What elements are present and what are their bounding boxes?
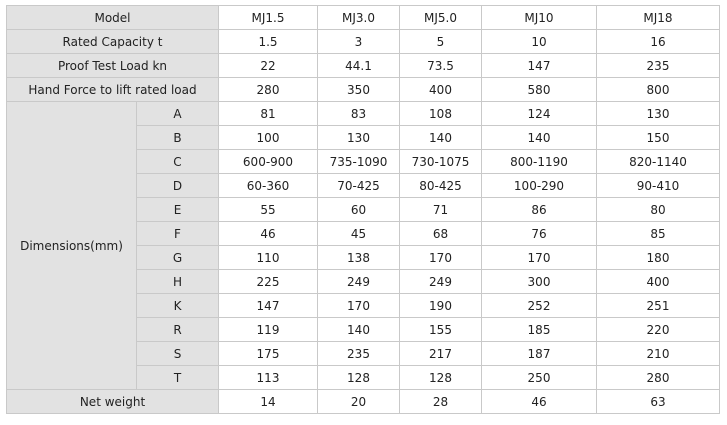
table-cell: 130 [318, 126, 400, 150]
table-cell: 220 [597, 318, 720, 342]
proof-test-load-row [7, 54, 720, 78]
dimension-letter: T [137, 366, 219, 390]
model-name: MJ18 [597, 6, 720, 30]
rated-capacity-row [7, 30, 720, 54]
table-cell: 600-900 [219, 150, 318, 174]
model-name: MJ1.5 [219, 6, 318, 30]
table-cell: 300 [482, 270, 597, 294]
table-cell: 187 [482, 342, 597, 366]
model-name: MJ3.0 [318, 6, 400, 30]
table-cell: 400 [597, 270, 720, 294]
table-cell: 110 [219, 246, 318, 270]
rated-capacity-header: Rated Capacity t [7, 30, 219, 54]
table-cell: 730-1075 [400, 150, 482, 174]
table-cell: 85 [597, 222, 720, 246]
table-cell: 63 [597, 390, 720, 414]
table-cell: 3 [318, 30, 400, 54]
table-cell: 350 [318, 78, 400, 102]
table-cell: 86 [482, 198, 597, 222]
table-cell: 80 [597, 198, 720, 222]
net-weight-header: Net weight [7, 390, 219, 414]
table-cell: 185 [482, 318, 597, 342]
table-cell: 735-1090 [318, 150, 400, 174]
table-cell: 252 [482, 294, 597, 318]
table-cell: 22 [219, 54, 318, 78]
dimension-letter: G [137, 246, 219, 270]
table-cell: 150 [597, 126, 720, 150]
table-cell: 81 [219, 102, 318, 126]
table-cell: 170 [400, 246, 482, 270]
table-cell: 20 [318, 390, 400, 414]
net-weight-row [7, 390, 720, 414]
table-cell: 210 [597, 342, 720, 366]
model-name: MJ5.0 [400, 6, 482, 30]
table-cell: 73.5 [400, 54, 482, 78]
table-cell: 170 [318, 294, 400, 318]
dimension-letter: A [137, 102, 219, 126]
spec-table [6, 5, 720, 414]
table-cell: 251 [597, 294, 720, 318]
hand-force-header: Hand Force to lift rated load [7, 78, 219, 102]
table-cell: 140 [400, 126, 482, 150]
dimension-row-a [7, 102, 720, 126]
table-cell: 235 [597, 54, 720, 78]
table-cell: 108 [400, 102, 482, 126]
table-cell: 46 [482, 390, 597, 414]
dimension-letter: D [137, 174, 219, 198]
table-cell: 44.1 [318, 54, 400, 78]
table-cell: 60-360 [219, 174, 318, 198]
table-cell: 100-290 [482, 174, 597, 198]
table-cell: 55 [219, 198, 318, 222]
table-cell: 70-425 [318, 174, 400, 198]
table-cell: 138 [318, 246, 400, 270]
table-cell: 60 [318, 198, 400, 222]
table-cell: 400 [400, 78, 482, 102]
table-cell: 820-1140 [597, 150, 720, 174]
table-cell: 119 [219, 318, 318, 342]
table-cell: 140 [482, 126, 597, 150]
model-name: MJ10 [482, 6, 597, 30]
table-cell: 170 [482, 246, 597, 270]
table-cell: 28 [400, 390, 482, 414]
dimension-letter: B [137, 126, 219, 150]
table-cell: 217 [400, 342, 482, 366]
proof-test-load-header: Proof Test Load kn [7, 54, 219, 78]
table-cell: 250 [482, 366, 597, 390]
table-cell: 280 [597, 366, 720, 390]
model-row [7, 6, 720, 30]
table-cell: 249 [400, 270, 482, 294]
table-cell: 46 [219, 222, 318, 246]
table-cell: 800 [597, 78, 720, 102]
dimension-letter: F [137, 222, 219, 246]
table-cell: 147 [482, 54, 597, 78]
table-cell: 80-425 [400, 174, 482, 198]
table-cell: 5 [400, 30, 482, 54]
table-cell: 45 [318, 222, 400, 246]
hand-force-row [7, 78, 720, 102]
table-cell: 235 [318, 342, 400, 366]
table-cell: 280 [219, 78, 318, 102]
table-cell: 225 [219, 270, 318, 294]
table-cell: 71 [400, 198, 482, 222]
table-cell: 68 [400, 222, 482, 246]
table-cell: 140 [318, 318, 400, 342]
table-cell: 1.5 [219, 30, 318, 54]
table-cell: 83 [318, 102, 400, 126]
table-cell: 190 [400, 294, 482, 318]
table-cell: 14 [219, 390, 318, 414]
dimension-letter: S [137, 342, 219, 366]
dimensions-header: Dimensions(mm) [7, 102, 137, 390]
dimension-letter: C [137, 150, 219, 174]
table-cell: 124 [482, 102, 597, 126]
table-cell: 76 [482, 222, 597, 246]
dimension-letter: H [137, 270, 219, 294]
table-cell: 800-1190 [482, 150, 597, 174]
dimension-letter: E [137, 198, 219, 222]
table-cell: 580 [482, 78, 597, 102]
table-cell: 155 [400, 318, 482, 342]
table-cell: 16 [597, 30, 720, 54]
dimension-letter: K [137, 294, 219, 318]
table-cell: 249 [318, 270, 400, 294]
table-cell: 180 [597, 246, 720, 270]
model-header: Model [7, 6, 219, 30]
table-cell: 175 [219, 342, 318, 366]
table-cell: 10 [482, 30, 597, 54]
table-cell: 130 [597, 102, 720, 126]
table-cell: 147 [219, 294, 318, 318]
table-cell: 128 [400, 366, 482, 390]
table-cell: 100 [219, 126, 318, 150]
dimension-letter: R [137, 318, 219, 342]
table-cell: 128 [318, 366, 400, 390]
table-cell: 113 [219, 366, 318, 390]
table-cell: 90-410 [597, 174, 720, 198]
